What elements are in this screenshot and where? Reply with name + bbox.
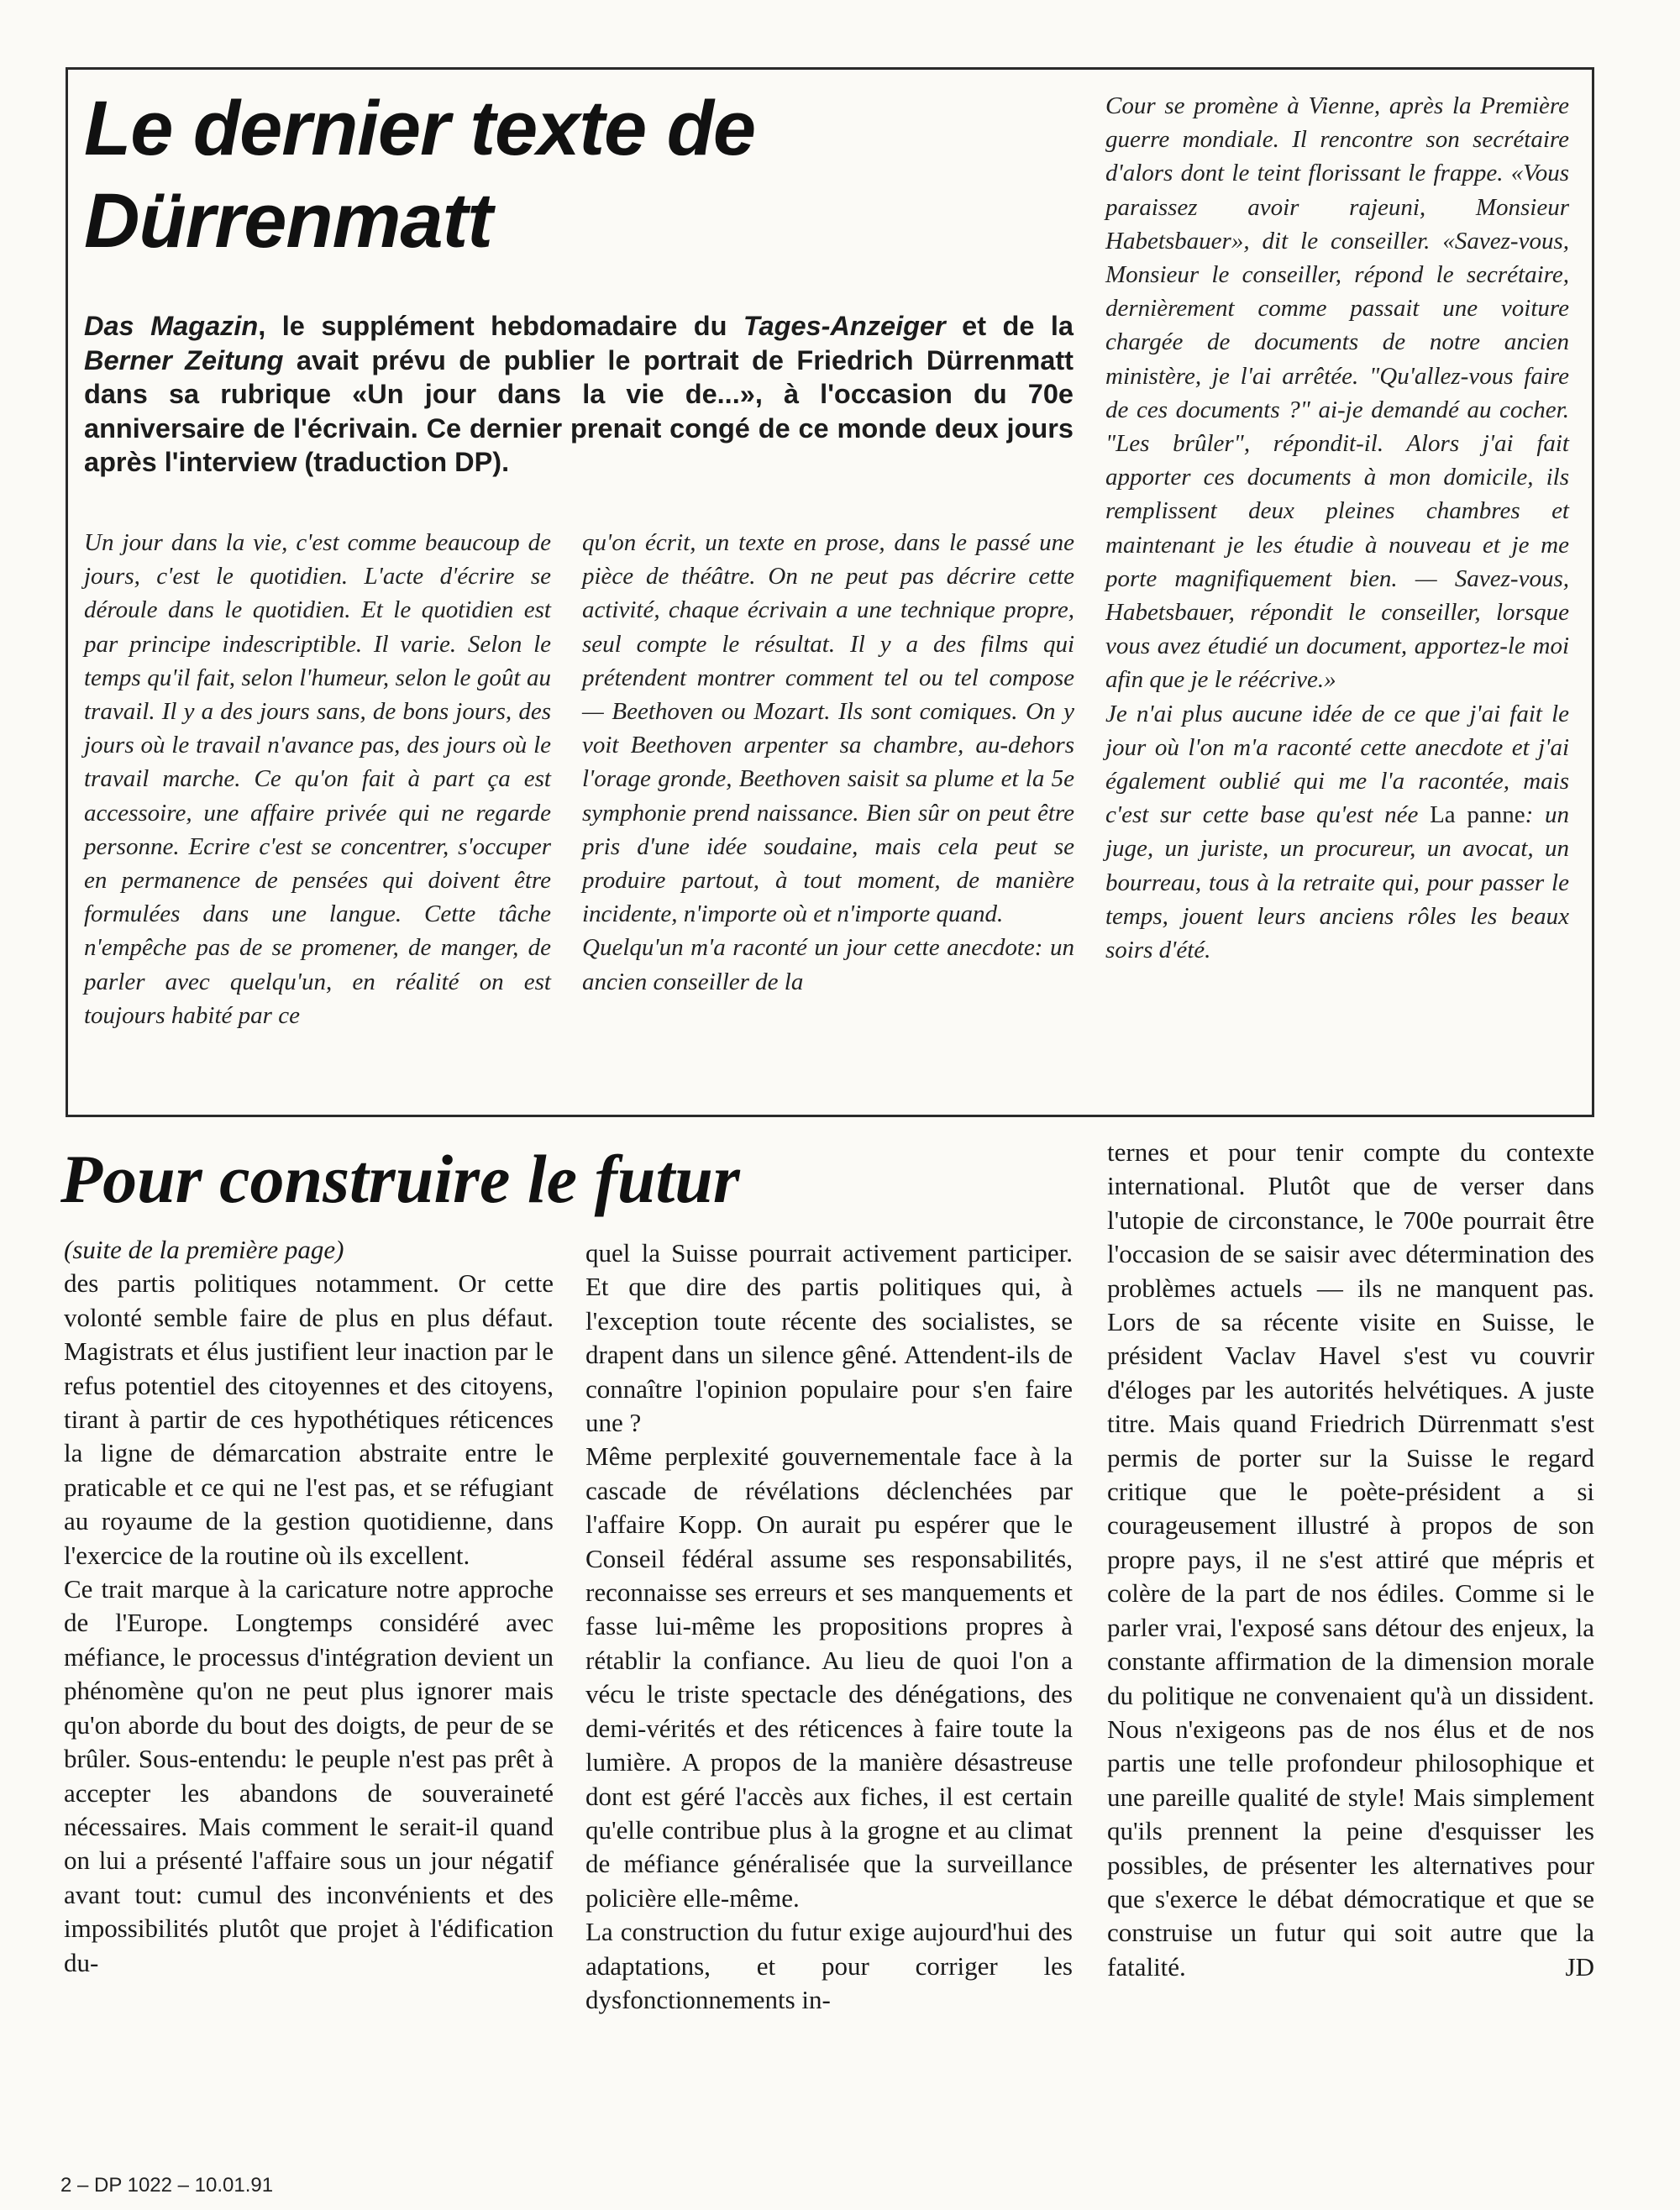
continued-note: (suite de la première page) [64,1235,344,1264]
page-footer: 2 – DP 1022 – 10.01.91 [60,2174,274,2197]
paragraph-text: Je n'ai plus aucune idée de ce que j'ai fait le jour où l'on m'a raconté cette anecdote et j'ai également oublié qui me l'a racontée, mais c'est sur cette base qu'est née [1105,700,1569,829]
magazine-name: Das Magazin [84,311,259,341]
paragraph: des partis politiques notamment. Or cette volonté semble faire de plus en plus défaut. Magistrats et élus justifient leur inaction par le refus potentiel des citoyennes et des citoyens, tirant à partir de ces hypothétiques réticences la ligne de démarcation abstraite entre le praticable et ce qui ne l'est pas, et se réfugiant au royaume de la gestion quotidienne, dans l'exercice de la routine où ils excellent. [64,1268,554,1570]
paragraph-text: : un juge, un juriste, un procureur, un avocat, un bourreau, tous à la retraite qui, pour passer le temps, jouent leurs anciens rôles les beaux soirs d'été. [1105,801,1569,964]
newspaper-name-1: Tages-Anzeiger [743,311,946,341]
article-lede [84,309,1074,480]
newspaper-name-2: Berner Zeitung [84,344,284,375]
paragraph: Même perplexité gouvernementale face à la cascade de révélations déclenchées par l'affaire Kopp. On aurait pu espérer que le Conseil fédéral assume ses responsabilités, reconnaisse ses erreurs et ses manquements et fasse lui-même les propositions propres à rétablir la confiance. Au lieu de quoi l'on a vécu le triste spectacle des dénégations, des demi-vérités et des réticences à faire toute la lumière. A propos de la manière désastreuse dont est géré l'accès aux fiches, il est certain qu'elle contribue plus à la grogne et au climat de méfiance généralisée que la surveillance policière elle-même. [585,1441,1073,1913]
paragraph: quel la Suisse pourrait activement participer. Et que dire des partis politiques qui, à l'exception toute récente des socialistes, se drapent dans un silence gêné. Attendent-ils de connaître l'opinion populaire pour s'en faire une ? [585,1238,1073,1438]
title-line-2: Dürrenmatt [84,178,492,264]
article1-column-2 [582,526,1074,999]
article2-headline: Pour construire le futur [60,1141,740,1217]
paragraph [1105,697,1569,968]
lede-text-2: et de la [945,311,1074,341]
article1-column-3 [1105,89,1569,967]
paragraph [1107,1136,1594,1984]
work-title: La panne [1430,801,1525,829]
paragraph-text: ternes et pour tenir compte du contexte international. Plutôt que de verser dans l'utopie de circonstance, le 700e pourrait être l'occasion de se saisir avec détermination des problèmes actuels — ils ne manquent pas. Lors de sa récente visite en Suisse, le président Vaclav Havel s'est vu couvrir d'éloges par les autorités helvétiques. A juste titre. Mais quand Friedrich Dürrenmatt s'est permis de porter sur la Suisse le regard critique que le poète-président a si courageusement illustré à propos de son propre pays, il ne s'est attiré que mépris et colère de la part de nos édiles. Comme si le parler vrai, l'exposé sans détour des enjeux, la constante affirmation de la dimension morale du politique ne convenaient qu'à un dissident. Nous n'exigeons pas de nos élus et de nos partis une telle profondeur philosophique et une pareille qualité de style! Mais simplement qu'ils prennent la peine d'esquisser les possibles, de présenter les alternatives pour que s'exerce le débat démocratique et que se construise un futur qui soit autre que la fatalité. [1107,1137,1594,1982]
article-title [84,82,1050,267]
paragraph: qu'on écrit, un texte en prose, dans le passé une pièce de théâtre. On ne peut pas décrire cette activité, chaque écrivain a une technique propre, seul compte le résultat. Il y a des films qui prétendent montrer comment tel ou tel compose — Beethoven ou Mozart. Ils sont comiques. On y voit Beethoven arpenter sa chambre, au-dehors l'orage gronde, Beethoven saisit sa plume et la 5e symphonie prend naissance. Bien sûr on peut être pris d'une idée soudaine, mais cela peut se produire partout, à tout moment, de manière incidente, n'importe où et n'importe quand. [582,529,1074,928]
lede-text-3: avait prévu de publier le portrait de Friedrich Dürrenmatt dans sa rubrique «Un jour dans la vie de...», à l'occasion du 70e anniversaire de l'écrivain. Ce dernier prenait congé de ce monde deux jours après l'interview (traduction DP). [84,344,1074,477]
paragraph: Ce trait marque à la caricature notre approche de l'Europe. Longtemps considéré avec méfiance, le processus d'intégration devient un phénomène qu'on ne peut plus ignorer mais qu'on aborde du bout des doigts, de peur de se brûler. Sous-entendu: le peuple n'est pas prêt à accepter les abandons de souveraineté nécessaires. Mais comment le serait-il quand on lui a présenté l'affaire sous un jour négatif avant tout: cumul des inconvénients et des impossibilités plutôt que projet à l'édification du- [64,1574,554,1977]
article2-column-2 [585,1236,1073,2017]
article2-column-3 [1107,1136,1594,1984]
lede-text-1: , le supplément hebdomadaire du [258,311,743,341]
paragraph: Cour se promène à Vienne, après la Première guerre mondiale. Il rencontre son secrétaire d'alors dont le teint florissant le frappe. «Vous paraissez avoir rajeuni, Monsieur Habetsbauer», dit le conseiller. «Savez-vous, Monsieur le conseiller, répond le secrétaire, dernièrement comme passait une voiture chargée de documents de notre ancien ministère, je l'ai arrêtée. "Qu'allez-vous faire de ces documents ?" ai-je demandé au cocher. "Les brûler", répondit-il. Alors j'ai fait apporter ces documents à mon domicile, ils remplissent deux pleines chambres et maintenant je les étudie à nouveau et je me porte magnifiquement bien. — Savez-vous, Habetsbauer, répondit le conseiller, lorsque vous avez étudié un document, apportez-le moi afin que je le réécrive.» [1105,92,1569,694]
article1-column-1 [84,526,551,1032]
title-line-1: Le dernier texte de [84,86,756,171]
article2-column-1 [64,1233,554,1980]
paragraph: Quelqu'un m'a raconté un jour cette anecdote: un ancien conseiller de la [582,934,1074,995]
paragraph: La construction du futur exige aujourd'hui des adaptations, et pour corriger les dysfonctionnements in- [585,1917,1073,2014]
author-signature: JD [1565,1951,1594,1982]
paragraph: Un jour dans la vie, c'est comme beaucoup de jours, c'est le quotidien. L'acte d'écrire se déroule dans le quotidien. Et le quotidien est par principe indescriptible. Il varie. Selon le temps qu'il fait, selon l'humeur, selon le goût au travail. Il y a des jours sans, de bons jours, des jours où le travail n'avance pas, des jours où le travail marche. Ce qu'on fait à part ça est accessoire, une affaire privée qui ne regarde personne. Ecrire c'est se concentrer, s'occuper en permanence de pensées qui doivent être formulées dans une langue. Cette tâche n'empêche pas de se promener, de manger, de parler avec quelqu'un, en réalité on est toujours habité par ce [84,529,551,1029]
